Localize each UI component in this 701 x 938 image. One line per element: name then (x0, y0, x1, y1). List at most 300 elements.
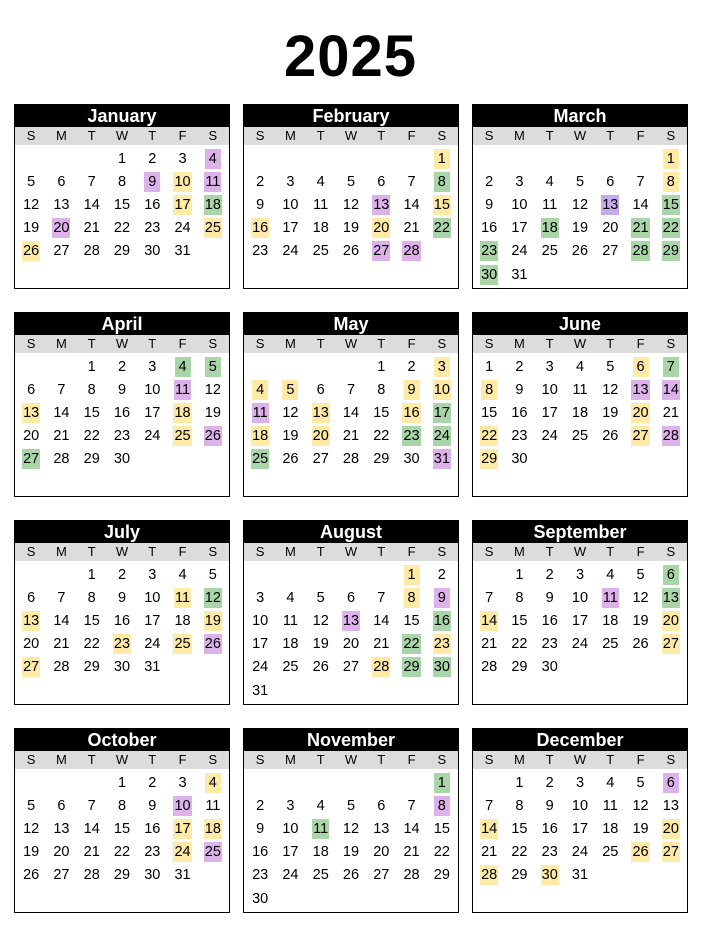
day-number: 15 (113, 196, 131, 213)
day-cell (137, 656, 167, 679)
days-grid (15, 353, 229, 471)
empty-day-cell (366, 563, 396, 586)
day-cell (565, 817, 595, 840)
weekday-label: T (545, 336, 554, 351)
weekday-label: T (316, 336, 325, 351)
day-cell (46, 633, 76, 656)
weekday-header (473, 543, 687, 561)
day-cell (306, 193, 336, 216)
day-cell (366, 193, 396, 216)
weekday-label: W (344, 544, 358, 559)
empty-day-cell (396, 771, 426, 794)
day-cell (595, 378, 625, 401)
day-cell (336, 864, 366, 887)
day-cell (167, 864, 197, 887)
day-cell (336, 378, 366, 401)
day-cell (306, 633, 336, 656)
day-cell (275, 794, 305, 817)
day-cell (396, 633, 426, 656)
day-number: 26 (602, 428, 619, 445)
day-number: 7 (87, 797, 96, 814)
day-cell (137, 609, 167, 632)
day-cell (535, 355, 565, 378)
day-number: 3 (148, 358, 157, 375)
day-number: 16 (252, 844, 269, 861)
day-number: 7 (346, 381, 356, 398)
weekday-label: F (636, 752, 645, 767)
day-cell (336, 656, 366, 679)
day-cell (167, 378, 197, 401)
day-cell (595, 401, 625, 424)
day-cell (396, 193, 426, 216)
day-number: 16 (252, 220, 269, 237)
day-cell (427, 771, 457, 794)
day-number: 19 (23, 844, 40, 861)
empty-day-cell (16, 771, 46, 794)
day-cell (336, 193, 366, 216)
day-number: 13 (312, 404, 329, 421)
day-cell (77, 817, 107, 840)
day-number: 20 (373, 220, 390, 237)
day-number: 13 (23, 404, 40, 421)
day-cell (167, 771, 197, 794)
day-cell (504, 841, 534, 864)
day-number: 27 (312, 451, 329, 468)
day-cell (474, 841, 504, 864)
day-cell (656, 217, 686, 240)
day-number: 10 (252, 612, 269, 629)
days-grid (473, 145, 687, 286)
day-cell (245, 817, 275, 840)
day-cell (46, 864, 76, 887)
day-cell (198, 609, 228, 632)
day-number: 3 (178, 150, 187, 167)
day-cell (16, 656, 46, 679)
day-number: 4 (175, 357, 191, 377)
day-number: 12 (571, 196, 589, 213)
empty-day-cell (46, 771, 76, 794)
day-number: 5 (346, 173, 356, 190)
day-cell (656, 841, 686, 864)
day-number: 13 (23, 612, 40, 629)
day-number: 13 (662, 589, 679, 606)
day-number: 26 (23, 867, 40, 884)
day-number: 26 (23, 243, 40, 260)
day-number: 1 (515, 566, 524, 583)
day-number: 29 (403, 659, 420, 676)
day-cell (656, 794, 686, 817)
day-cell (336, 633, 366, 656)
weekday-label: T (316, 752, 325, 767)
day-cell (77, 170, 107, 193)
day-number: 25 (602, 844, 619, 861)
day-cell (625, 425, 655, 448)
day-cell (396, 864, 426, 887)
day-cell (595, 217, 625, 240)
day-cell (137, 425, 167, 448)
day-cell (336, 425, 366, 448)
day-cell (625, 817, 655, 840)
weekday-label: F (407, 128, 416, 143)
day-number: 26 (571, 243, 589, 260)
day-number: 10 (433, 381, 450, 398)
day-cell (275, 425, 305, 448)
day-number: 12 (602, 381, 619, 398)
day-number: 29 (113, 243, 131, 260)
day-cell (504, 563, 534, 586)
day-cell (107, 864, 137, 887)
day-cell (366, 864, 396, 887)
day-number: 10 (571, 797, 589, 814)
day-number: 4 (606, 566, 615, 583)
day-cell (504, 425, 534, 448)
day-number: 7 (485, 589, 494, 606)
day-cell (46, 656, 76, 679)
day-number: 11 (313, 820, 329, 837)
day-cell (625, 193, 655, 216)
day-number: 18 (312, 220, 329, 237)
weekday-label: W (115, 128, 129, 143)
day-cell (16, 864, 46, 887)
day-cell (107, 401, 137, 424)
weekday-header (15, 127, 229, 145)
day-cell (535, 656, 565, 679)
weekday-label: S (208, 336, 218, 351)
day-number: 27 (662, 844, 679, 861)
day-number: 10 (282, 196, 299, 213)
day-number: 27 (342, 659, 360, 676)
empty-day-cell (474, 771, 504, 794)
day-number: 17 (511, 220, 528, 237)
day-cell (137, 240, 167, 263)
day-number: 10 (571, 589, 589, 606)
day-cell (535, 240, 565, 263)
day-number: 18 (174, 404, 191, 421)
day-cell (167, 147, 197, 170)
empty-day-cell (306, 563, 336, 586)
day-number: 2 (407, 358, 416, 375)
day-cell (535, 193, 565, 216)
day-cell (535, 771, 565, 794)
day-cell (625, 217, 655, 240)
day-number: 17 (571, 820, 589, 837)
day-number: 7 (407, 173, 416, 190)
day-number: 28 (83, 867, 100, 884)
day-cell (427, 378, 457, 401)
day-number: 15 (433, 196, 450, 213)
day-number: 8 (481, 380, 497, 400)
day-cell (275, 864, 305, 887)
day-number: 28 (481, 659, 498, 676)
day-cell (427, 170, 457, 193)
day-number: 22 (83, 428, 100, 445)
day-cell (336, 841, 366, 864)
empty-day-cell (16, 147, 46, 170)
weekday-label: F (636, 544, 645, 559)
day-cell (245, 586, 275, 609)
day-cell (625, 170, 655, 193)
day-cell (107, 609, 137, 632)
day-cell (306, 170, 336, 193)
day-cell (306, 817, 336, 840)
month-name: September (473, 521, 687, 543)
day-number: 30 (511, 451, 528, 468)
day-number: 5 (575, 173, 585, 190)
day-number: 4 (316, 797, 325, 814)
day-number: 28 (632, 243, 649, 260)
day-cell (137, 355, 167, 378)
day-number: 17 (541, 404, 558, 421)
day-number: 5 (205, 357, 221, 377)
day-number: 20 (342, 636, 360, 653)
day-cell (625, 240, 655, 263)
day-number: 14 (403, 820, 420, 837)
day-cell (427, 147, 457, 170)
day-cell (427, 633, 457, 656)
day-number: 9 (144, 172, 160, 192)
day-number: 19 (204, 404, 221, 421)
empty-day-cell (336, 355, 366, 378)
day-number: 28 (53, 451, 70, 468)
day-cell (46, 217, 76, 240)
weekday-label: S (666, 544, 676, 559)
day-number: 1 (377, 358, 386, 375)
day-cell (198, 794, 228, 817)
day-number: 16 (541, 820, 558, 837)
day-cell (504, 355, 534, 378)
day-cell (427, 401, 457, 424)
empty-day-cell (245, 147, 275, 170)
empty-day-cell (474, 147, 504, 170)
weekday-label: S (484, 128, 494, 143)
day-number: 20 (53, 844, 70, 861)
weekday-label: F (178, 752, 187, 767)
day-cell (427, 794, 457, 817)
day-cell (396, 217, 426, 240)
day-number: 1 (87, 566, 96, 583)
day-cell (137, 147, 167, 170)
day-number: 13 (602, 196, 619, 213)
day-number: 31 (511, 266, 528, 283)
day-cell (336, 609, 366, 632)
weekday-label: S (666, 128, 676, 143)
empty-day-cell (77, 147, 107, 170)
day-number: 22 (481, 428, 498, 445)
day-number: 8 (377, 381, 386, 398)
day-cell (245, 609, 275, 632)
day-number: 31 (252, 682, 269, 699)
day-cell (427, 864, 457, 887)
day-number: 21 (481, 844, 498, 861)
day-cell (427, 841, 457, 864)
day-number: 5 (636, 566, 645, 583)
day-number: 24 (282, 243, 299, 260)
day-number: 18 (602, 820, 619, 837)
day-cell (474, 448, 504, 471)
day-cell (275, 217, 305, 240)
weekday-label: S (437, 544, 447, 559)
day-number: 19 (312, 636, 329, 653)
empty-day-cell (275, 147, 305, 170)
day-number: 24 (571, 636, 589, 653)
day-cell (16, 240, 46, 263)
day-number: 1 (117, 150, 127, 167)
day-cell (198, 170, 228, 193)
day-number: 2 (515, 358, 524, 375)
day-number: 26 (342, 867, 360, 884)
weekday-header (473, 335, 687, 353)
day-cell (366, 656, 396, 679)
day-number: 5 (27, 797, 36, 814)
weekday-label: S (666, 752, 676, 767)
day-cell (245, 794, 275, 817)
weekday-label: T (148, 544, 157, 559)
days-grid (244, 145, 458, 263)
day-number: 8 (515, 797, 524, 814)
day-number: 6 (27, 381, 36, 398)
month-name: October (15, 729, 229, 751)
day-cell (167, 240, 197, 263)
day-cell (595, 794, 625, 817)
day-cell (396, 586, 426, 609)
day-cell (77, 448, 107, 471)
day-number: 30 (113, 659, 131, 676)
day-cell (245, 864, 275, 887)
day-cell (336, 240, 366, 263)
day-cell (167, 401, 197, 424)
day-cell (595, 563, 625, 586)
month-name: August (244, 521, 458, 543)
day-cell (306, 217, 336, 240)
weekday-label: M (514, 128, 525, 143)
day-cell (77, 586, 107, 609)
day-number: 9 (515, 381, 524, 398)
weekday-label: S (26, 336, 36, 351)
empty-day-cell (245, 563, 275, 586)
day-number: 1 (117, 774, 127, 791)
day-number: 2 (485, 173, 494, 190)
day-cell (107, 217, 137, 240)
day-number: 12 (204, 589, 221, 606)
day-number: 19 (342, 844, 360, 861)
day-cell (565, 586, 595, 609)
day-cell (77, 240, 107, 263)
day-cell (137, 771, 167, 794)
day-number: 17 (174, 820, 191, 837)
day-number: 20 (373, 844, 390, 861)
day-cell (306, 425, 336, 448)
day-cell (565, 633, 595, 656)
day-number: 16 (433, 612, 450, 629)
weekday-label: M (285, 752, 296, 767)
day-cell (306, 864, 336, 887)
day-cell (427, 817, 457, 840)
day-cell (16, 170, 46, 193)
day-cell (427, 586, 457, 609)
day-number: 7 (663, 357, 679, 377)
empty-day-cell (306, 147, 336, 170)
day-number: 5 (316, 589, 325, 606)
day-number: 25 (252, 451, 269, 468)
day-cell (245, 841, 275, 864)
day-cell (656, 401, 686, 424)
day-cell (595, 193, 625, 216)
day-cell (275, 240, 305, 263)
day-cell (137, 563, 167, 586)
day-cell (474, 355, 504, 378)
day-cell (656, 563, 686, 586)
day-number: 6 (57, 173, 66, 190)
empty-day-cell (565, 147, 595, 170)
day-number: 7 (485, 797, 494, 814)
day-cell (535, 794, 565, 817)
day-number: 5 (636, 774, 645, 791)
day-number: 23 (113, 636, 131, 653)
days-grid (15, 561, 229, 679)
day-cell (595, 841, 625, 864)
month-july (14, 520, 230, 705)
day-cell (656, 170, 686, 193)
day-number: 17 (282, 220, 299, 237)
day-number: 2 (117, 358, 127, 375)
day-number: 29 (511, 867, 528, 884)
day-cell (336, 217, 366, 240)
day-number: 12 (282, 404, 299, 421)
days-grid (244, 353, 458, 471)
day-number: 22 (83, 636, 100, 653)
day-cell (565, 401, 595, 424)
weekday-label: S (208, 128, 218, 143)
month-name: December (473, 729, 687, 751)
day-cell (336, 794, 366, 817)
weekday-header (473, 127, 687, 145)
day-number: 8 (117, 173, 127, 190)
day-number: 18 (312, 844, 329, 861)
day-cell (306, 401, 336, 424)
day-number: 8 (434, 796, 450, 816)
day-cell (198, 147, 228, 170)
day-number: 9 (434, 588, 450, 608)
weekday-label: M (56, 336, 67, 351)
day-cell (46, 586, 76, 609)
month-september (472, 520, 688, 705)
day-number: 23 (144, 844, 161, 861)
day-number: 23 (481, 243, 498, 260)
day-number: 12 (632, 589, 649, 606)
day-number: 28 (53, 659, 70, 676)
day-number: 26 (632, 636, 649, 653)
day-cell (427, 355, 457, 378)
day-number: 7 (57, 381, 66, 398)
day-cell (245, 170, 275, 193)
day-cell (16, 401, 46, 424)
day-cell (427, 563, 457, 586)
day-cell (306, 794, 336, 817)
day-cell (366, 355, 396, 378)
empty-day-cell (46, 147, 76, 170)
day-number: 28 (83, 243, 100, 260)
day-cell (16, 425, 46, 448)
day-number: 11 (602, 797, 618, 814)
weekday-header (15, 751, 229, 769)
day-cell (306, 656, 336, 679)
weekday-label: S (484, 544, 494, 559)
day-cell (16, 448, 46, 471)
day-cell (77, 864, 107, 887)
day-number: 24 (282, 867, 299, 884)
day-cell (474, 263, 504, 286)
weekday-label: T (148, 128, 157, 143)
